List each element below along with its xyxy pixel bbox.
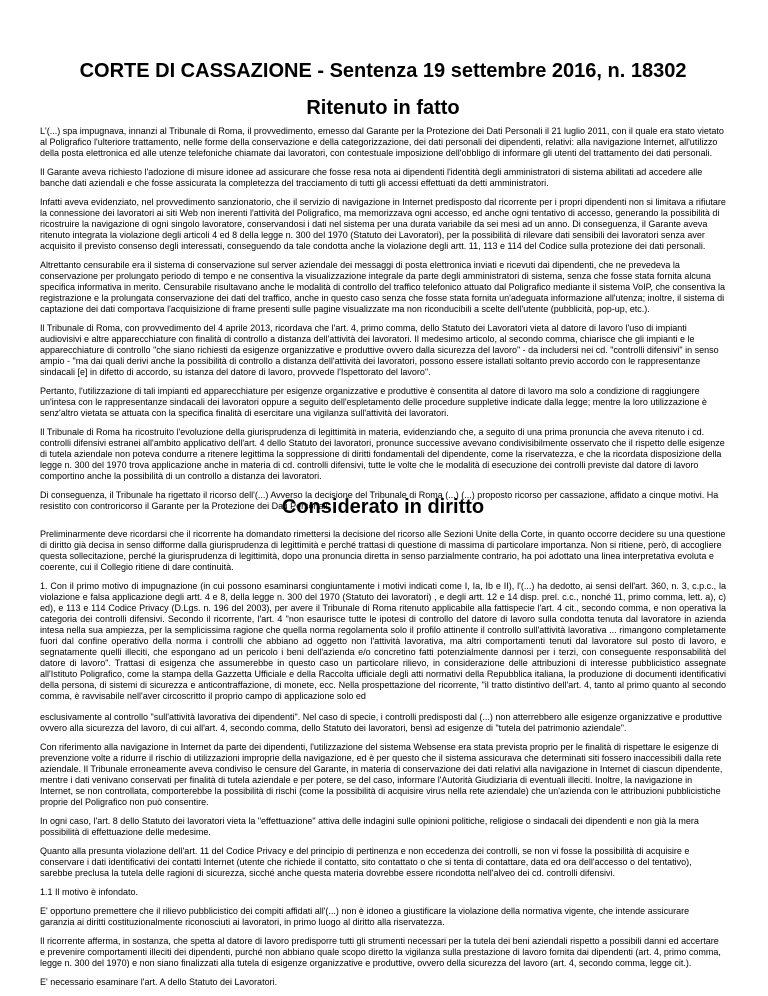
- paragraph: Pertanto, l'utilizzazione di tali impianti ed apparecchiature per esigenze organizzative e produttive è consentita al datore di lavoro ma solo a condizione di raggiungere un'intesa con le rappresentanze sindacali dei lavoratori oppure a seguito dell'espletamento delle procedure suppletive indicate dalla legge; mentre la loro utilizzazione è senz'altro vietata se attuata con la specifica finalità di esercitare una vigilanza sull'attività dei lavoratori.: [40, 386, 707, 418]
- section-heading-ritenuto: Ritenuto in fatto: [306, 97, 460, 119]
- paragraph: 1. Con il primo motivo di impugnazione (in cui possono esaminarsi congiuntamente i motivi indicati come I, Ia, Ib e II), l'(...) ha dedotto, ai sensi dell'art. 360, n. 3, c.p.c., la violazione e falsa applicazione degli artt. 4 e 8, della legge n. 300 del 1970 (Statuto dei lavoratori) , e degli artt. 12 e 14 disp. prel. c.c., nonché 11, primo comma, lett. a), c) ed), e 113 e 114 Codice Privacy (D.Lgs. n. 196 del 2003), per avere il Tribunale di Roma ritenuto applicabile alla fattispecie l'art. 4 cit., secondo comma, e non operativa la categoria dei controlli difensivi. Secondo il ricorrente, l'art. 4 "non esaurisce tutte le ipotesi di controllo del datore di lavoro sulla condotta tenuta dal lavoratore in azienda intesa nella sua ampiezza, per la semplicissima ragione che quella norma regolamenta solo il profilo attinente il controllo sull'attività lavorativa ... rimangono completamente fuori dal confine operativo della norma i controlli che abbiano ad oggetto non l'attività lavorativa, ma altri comportamenti tenuti dal lavoratore sul posto di lavoro, e segnatamente quelli illeciti, che espongano ad un pericolo i beni dell'azienda e/o concretino fatti potenzialmente dannosi per i terzi, con conseguente responsabilità del datore di lavoro". Trattasi di esigenza che assumerebbe in questo caso un particolare rilievo, in considerazione delle attribuzioni di interesse pubblicistico assegnate all'Istituto Poligrafico, come la stampa della Gazzetta Ufficiale e della Raccolta ufficiale degli atti normativi della Repubblica italiana, la produzione di documenti identificativi della persona, di sistemi di sicurezza e anticontraffazione, di monete, ecc. Nella prospettazione del ricorrente, "il tratto distintivo dell'art. 4, tanto al primo quanto al secondo comma, è ravvisabile nell'aver circoscritto il proprio campo di applicazione solo ed: [40, 581, 726, 701]
- document-title: CORTE DI CASSAZIONE - Sentenza 19 settembre 2016, n. 18302: [79, 60, 687, 82]
- paragraph: Il Tribunale di Roma ha ricostruito l'evoluzione della giurisprudenza di legittimità in materia, evidenziando che, a seguito di una prima pronuncia che aveva ritenuto i cd. controlli difensivi estranei all'ambito applicativo dell'art. 4 dello Statuto dei lavoratori, pronunce successive avevano condivisibilmente osservato che il rispetto delle esigenze di tutela aziendale non poteva condurre a ritenere legittima la soppressione di diritti fondamentali del dipendente, come la riservatezza, e che la ricordata disposizione della legge n. 300 del 1970 trova applicazione anche in materia di cd. controlli difensivi, tutte le volte che le modalità di esecuzione dei controlli previste dal datore di lavoro comportino anche la possibilità di un controllo a distanza dei lavoratori.: [40, 427, 725, 481]
- paragraph: 1.1 Il motivo è infondato.: [40, 887, 139, 897]
- paragraph: E' necessario esaminare l'art. A dello Statuto dei Lavoratori.: [40, 977, 278, 987]
- paragraph: In ogni caso, l'art. 8 dello Statuto dei lavoratori vieta la "effettuazione" attiva delle indagini sulle opinioni politiche, religiose o sindacali dei dipendenti e non già la mera possibilità di effettuazione delle medesime.: [40, 816, 699, 837]
- paragraph: Il Tribunale di Roma, con provvedimento del 4 aprile 2013, ricordava che l'art. 4, primo comma, dello Statuto dei Lavoratori vieta al datore di lavoro l'uso di impianti audiovisivi e altre apparecchiature con finalità di controllo a distanza dell'attività dei lavoratori. Il medesimo articolo, al secondo comma, chiarisce che gli impianti e le apparecchiature di controllo "che siano richiesti da esigenze organizzative e produttive ovvero dalla sicurezza del lavoro" - da includersi nei cd. "controlli difensivi" in senso ampio - "ma dai quali derivi anche la possibilità di controllo a distanza dell'attività dei lavoratori, possono essere istallati soltanto previo accordo con le rappresentanze sindacali [e] in difetto di accordo, su istanza del datore di lavoro, provvede l'Ispettorato del lavoro".: [40, 323, 719, 377]
- paragraph: E' opportuno premettere che il rilievo pubblicistico dei compiti affidati all'(...) non è idoneo a giustificare la violazione della normativa vigente, che intende assicurare garanzia ai diritti costituzionalmente riconosciuti ai lavoratori, in primo luogo al diritto alla riservatezza.: [40, 906, 690, 927]
- section-body-considerato: [40, 529, 726, 996]
- paragraph: L'(...) spa impugnava, innanzi al Tribunale di Roma, il provvedimento, emesso dal Garante per la Protezione dei Dati Personali il 21 luglio 2011, con il quale era stato vietato al Poligrafico l'ulteriore trattamento, nelle forme della conservazione e della categorizzazione, dei dati personali dei dipendenti, relativi: alla navigazione Internet, all'utilizzo della posta elettronica ed alle utenze telefoniche chiamate dai lavoratori, con contestuale imposizione dell'obbligo di informare gli utenti del trattamento dei dati personali.: [40, 126, 724, 158]
- section-heading-considerato: Considerato in diritto: [281, 496, 485, 518]
- paragraph: Con riferimento alla navigazione in Internet da parte dei dipendenti, l'utilizzazione del sistema Websense era stata prevista proprio per le finalità di rispettare le esigenze di prevenzione volte a ridurre il rischio di utilizzazioni improprie della navigazione, ed è per questo che il sistema assicurava che determinati siti fossero inaccessibili dalla rete aziendale. Il Tribunale erroneamente aveva condiviso le censure del Garante, in materia di conservazione dei dati relativi alla navigazione in Internet di ciascun dipendente, mentre i dati venivano conservati per finalità di tutela aziendale e per potere, se del caso, informare l'Autorità Giudiziaria di eventuali illeciti. Inoltre, la navigazione in Internet, se non controllata, comporterebbe la possibilità di rischi (come la possibilità di acquisire virus nella rete aziendale) che un'azienda con le attribuzioni pubblicistiche proprie del Poligrafico non può consentire.: [40, 742, 723, 807]
- paragraph: Il Garante aveva richiesto l'adozione di misure idonee ad assicurare che fosse resa nota ai dipendenti l'identità degli amministratori di sistema abilitati ad accedere alle banche dati aziendali e che fosse assicurata la completezza del tracciamento di tutti gli accessi effettuati da detti amministratori.: [40, 167, 703, 188]
- paragraph: Altrettanto censurabile era il sistema di conservazione sul server aziendale dei messaggi di posta elettronica inviati e ricevuti dai dipendenti, che ne prevedeva la conservazione per prolungato periodo di tempo e ne consentiva la visualizzazione integrale da parte degli amministratori di sistema, senza che fosse stata fornita alcuna specifica informativa in merito. Censurabile risultavano anche le modalità di controllo del traffico telefonico attuato dal Poligrafico mediante il sistema VoIP, che consentiva la registrazione e la prolungata conservazione dei dati del traffico, anche in questo caso senza che fosse stata fornita un'adeguata informazione all'utenza; inoltre, il sistema di captazione dei dati comportava l'acquisizione di frame presenti sulle pagine visualizzate ma non riconducibili a scelte dell'utente (pubblicità, pop-up, etc.).: [40, 260, 726, 314]
- section-body-ritenuto: [40, 126, 726, 520]
- paragraph: esclusivamente al controllo "sull'attività lavorativa dei dipendenti". Nel caso di specie, i controlli predisposti dal (...) non atterrebbero alle esigenze organizzative e produttive ovvero alla sicurezza del lavoro, di cui all'art. 4, secondo comma, dello Statuto dei lavoratori, bensì ad esigenze di "tutela del patrimonio aziendale".: [40, 712, 722, 733]
- paragraph: Preliminarmente deve ricordarsi che il ricorrente ha domandato rimettersi la decisione del ricorso alle Sezioni Unite della Corte, in quanto occorre decidere su una questione di diritto già decisa in senso difforme dalla giurisprudenza di legittimità e perché trattasi di questione di massima di particolare importanza. Non si ritiene, però, di accogliere questa sollecitazione, perché la giurisprudenza di legittimità, dopo una pronuncia diretta in senso parzialmente contrario, ha poi adottato una linea interpretativa evoluta e coerente, cui il Collegio ritiene di dare continuità.: [40, 529, 726, 572]
- paragraph: Infatti aveva evidenziato, nel provvedimento sanzionatorio, che il servizio di navigazione in Internet predisposto dal ricorrente per i propri dipendenti non si limitava a rifiutare la connessione dei lavoratori ai siti Web non inerenti l'attività del Poligrafico, ma memorizzava ogni accesso, ed anche ogni tentativo di accesso, generando la possibilità di ricostruire la navigazione di ogni singolo lavoratore, conservandosi i dati nel sistema per una durata variabile da sei mesi ad un anno. Di conseguenza, il Garante aveva ritenuto integrata la violazione degli articoli 4 ed 8 della legge n. 300 del 1970 (Statuto dei Lavoratori), per la possibilità di rilevare dati sensibili dei lavoratori senza aver acquisito il previsto consenso degli interessati, conseguendo da tale condotta anche la violazione degli artt. 11, 113 e 114 del Codice sulla protezione dei dati personali.: [40, 197, 726, 251]
- paragraph: Quanto alla presunta violazione dell'art. 11 del Codice Privacy e del principio di pertinenza e non eccedenza dei controlli, se non vi fosse la possibilità di acquisire e conservare i dati identificativi dei contatti Internet (utente che richiede il contatto, sito contattato o che si tenta di contattare, data ed ora dell'accesso o del tentativo), sarebbe preclusa la tutela delle ragioni di sicurezza, sicché anche questa materia dovrebbe essere ricondotta nell'alveo dei cd. controlli difensivi.: [40, 846, 692, 878]
- paragraph: Il ricorrente afferma, in sostanza, che spetta al datore di lavoro predisporre tutti gli strumenti necessari per la tutela dei beni aziendali rispetto a possibili danni ed accertare e prevenire comportamenti illeciti dei dipendenti, purché non abbiano quale scopo diretto la vigilanza sulla prestazione di lavoro fornita dai dipendenti (art. 4, primo comma, legge n. 300 del 1970) e non siano finalizzati alla tutela di esigenze organizzative e produttive, ovvero della sicurezza del lavoro (art. 4, secondo comma, legge cit.).: [40, 936, 721, 968]
- paragraph: Di conseguenza, il Tribunale ha rigettato il ricorso dell'(...) Avverso la decisione del Tribunale di Roma (...) (...) proposto ricorso per cassazione, affidato a cinque motivi. Ha resistito con controricorso il Garante per la Protezione dei Dati Personali.: [40, 490, 719, 511]
